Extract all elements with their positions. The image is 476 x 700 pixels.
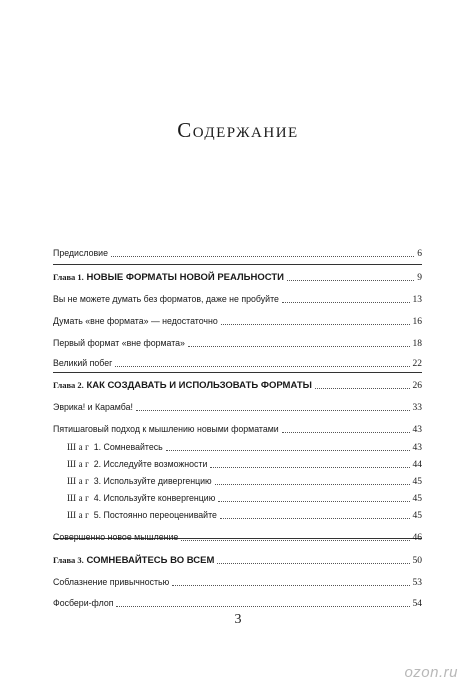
toc-chapter[interactable] [53, 270, 422, 284]
toc-entry[interactable] [53, 530, 422, 544]
toc-step[interactable] [67, 491, 422, 505]
toc-entry-page: 22 [412, 359, 422, 369]
toc-step-label [67, 440, 163, 454]
toc-entry[interactable] [53, 422, 422, 436]
toc-entry[interactable] [53, 314, 422, 328]
chapter-title: КАК СОЗДАВАТЬ И ИСПОЛЬЗОВАТЬ ФОРМАТЫ [86, 380, 312, 391]
step-title: 2. Исследуйте возможности [93, 459, 208, 469]
toc-entry[interactable] [53, 356, 422, 370]
step-title: 5. Постоянно переоценивайте [93, 510, 217, 520]
leader-dots [282, 431, 410, 433]
toc-chapter-label [53, 553, 214, 568]
toc-entry-label: Соблазнение привычностью [53, 577, 170, 587]
chapter-prefix: Глава 3. [53, 555, 84, 565]
toc-step-label [67, 457, 207, 471]
leader-dots [221, 323, 410, 325]
chapter-title: НОВЫЕ ФОРМАТЫ НОВОЙ РЕАЛЬНОСТИ [86, 272, 284, 283]
toc-step[interactable] [67, 440, 422, 454]
step-title: 4. Используйте конвергенцию [93, 493, 216, 503]
page-title: Содержание [177, 118, 299, 142]
toc-entry-page: 43 [412, 425, 422, 435]
toc-entry-label: Первый формат «вне формата» [53, 338, 185, 348]
divider [53, 264, 422, 265]
toc-entry-page: 33 [412, 403, 422, 413]
leader-dots [210, 466, 409, 468]
leader-dots [188, 345, 410, 347]
toc-entry-page: 50 [412, 556, 422, 566]
step-title: 3. Используйте дивергенцию [93, 476, 212, 486]
toc-entry-page: 13 [412, 295, 422, 305]
toc-entry[interactable] [53, 575, 422, 589]
toc-entry-label: Вы не можете думать без форматов, даже не пробуйте [53, 294, 279, 304]
leader-dots [315, 387, 410, 389]
toc-entry-page: 43 [412, 443, 422, 453]
toc-entry-page: 6 [417, 249, 422, 259]
toc-entry-page: 46 [412, 533, 422, 543]
leader-dots [115, 365, 409, 367]
toc-entry-page: 53 [412, 578, 422, 588]
toc-entry-page: 54 [412, 599, 422, 609]
toc-step-label [67, 474, 212, 488]
toc-entry-page: 26 [412, 381, 422, 391]
toc-step-label [67, 508, 217, 522]
step-word: Шаг [67, 459, 92, 469]
page-number: 3 [234, 612, 242, 627]
step-word: Шаг [67, 442, 92, 452]
chapter-prefix: Глава 2. [53, 380, 84, 390]
toc-entry-page: 44 [412, 460, 422, 470]
leader-dots [217, 562, 409, 564]
toc-entry[interactable] [53, 246, 422, 260]
toc-entry-label: Пятишаговый подход к мышлению новыми форматами [53, 424, 279, 434]
leader-dots [172, 584, 409, 586]
toc-chapter[interactable] [53, 378, 422, 392]
leader-dots [215, 483, 410, 485]
toc-step-label [67, 491, 215, 505]
chapter-title: СОМНЕВАЙТЕСЬ ВО ВСЕМ [86, 555, 215, 566]
leader-dots [218, 500, 409, 502]
toc-chapter-label [53, 378, 312, 393]
leader-dots [282, 301, 410, 303]
toc-entry-page: 18 [412, 339, 422, 349]
toc-step[interactable] [67, 508, 422, 522]
step-word: Шаг [67, 476, 92, 486]
leader-dots [287, 279, 414, 281]
leader-dots [181, 539, 409, 541]
toc-entry[interactable] [53, 336, 422, 350]
toc-chapter[interactable] [53, 553, 422, 567]
toc-entry-label: Предисловие [53, 248, 108, 258]
leader-dots [166, 449, 410, 451]
toc-entry-page: 16 [412, 317, 422, 327]
toc-entry-label: Фосбери-флоп [53, 598, 114, 608]
toc-entry-page: 9 [417, 273, 422, 283]
step-title: 1. Сомневайтесь [93, 442, 163, 452]
step-word: Шаг [67, 510, 92, 520]
leader-dots [136, 409, 410, 411]
watermark: ozon.ru [404, 664, 458, 681]
toc-entry-label: Эврика! и Карамба! [53, 402, 133, 412]
toc-entry[interactable] [53, 292, 422, 306]
toc-entry-label: Думать «вне формата» — недостаточно [53, 316, 218, 326]
step-word: Шаг [67, 493, 92, 503]
chapter-prefix: Глава 1. [53, 272, 84, 282]
toc-entry[interactable] [53, 400, 422, 414]
toc-entry-page: 45 [412, 494, 422, 504]
toc-chapter-label [53, 270, 284, 285]
toc-step[interactable] [67, 474, 422, 488]
toc-step[interactable] [67, 457, 422, 471]
leader-dots [111, 255, 414, 257]
divider [53, 372, 422, 373]
toc-entry-page: 45 [412, 477, 422, 487]
toc-entry[interactable] [53, 596, 422, 610]
toc-entry-page: 45 [412, 511, 422, 521]
leader-dots [220, 517, 410, 519]
leader-dots [116, 605, 409, 607]
toc-entry-label: Великий побег [53, 358, 113, 368]
toc-entry-label: Совершенно новое мышление [53, 532, 179, 542]
